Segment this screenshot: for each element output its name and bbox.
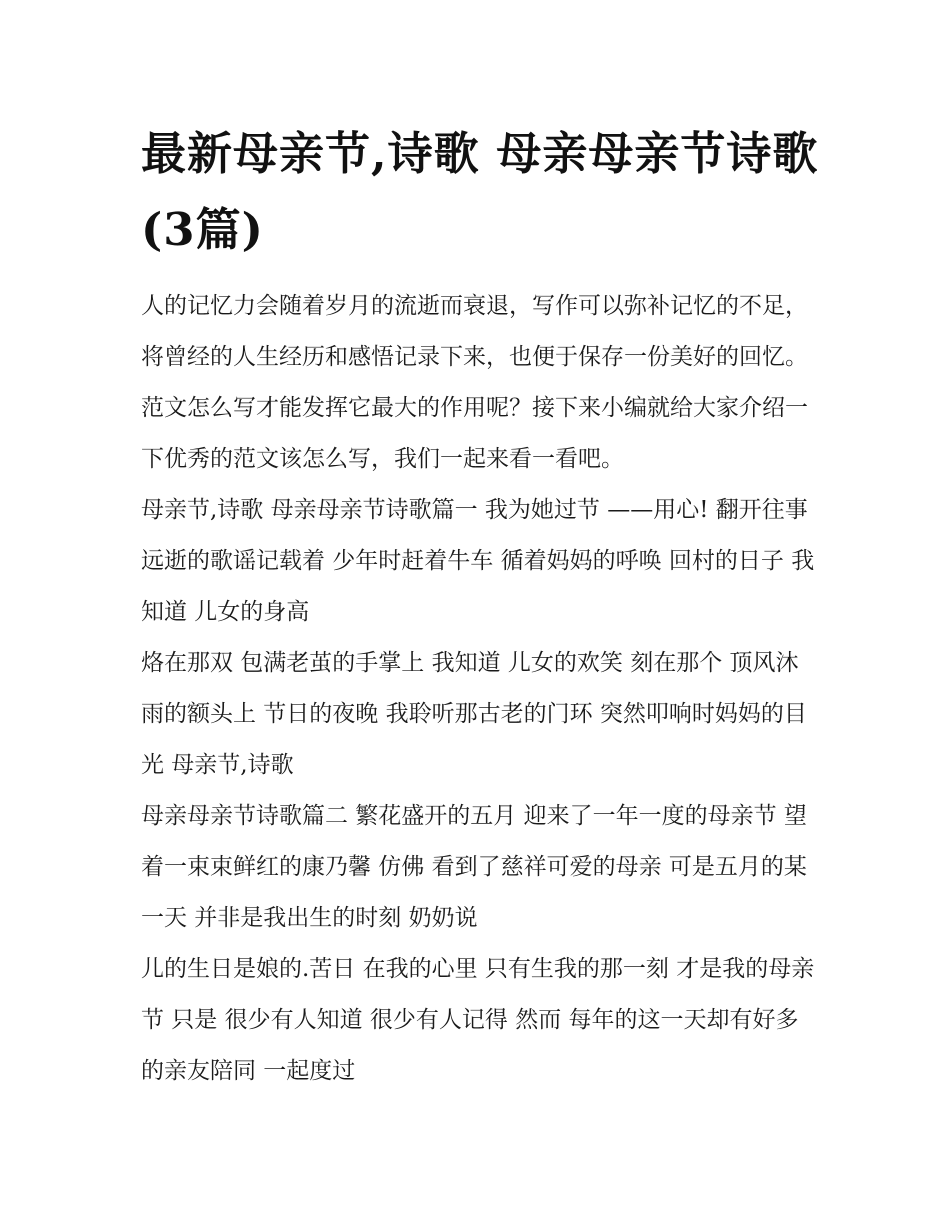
document-body	[141, 281, 817, 1097]
poem-two-continued-paragraph: 儿的生日是娘的.苦日 在我的心里 只有生我的那一刻 才是我的母亲节 只是 很少有人知道 很少有人记得 然而 每年的这一天却有好多的亲友陪同 一起度过	[141, 956, 815, 1084]
document-title: 最新母亲节,诗歌 母亲母亲节诗歌(3篇)	[141, 127, 819, 256]
poem-two-paragraph: 母亲母亲节诗歌篇二 繁花盛开的五月 迎来了一年一度的母亲节 望着一束束鲜红的康乃馨 仿佛 看到了慈祥可爱的母亲 可是五月的某一天 并非是我出生的时刻 奶奶说	[141, 803, 807, 931]
poem-one-paragraph: 母亲节,诗歌 母亲母亲节诗歌篇一 我为她过节 ——用心! 翻开往事 远逝的歌谣记载着 少年时赶着牛车 循着妈妈的呼唤 回村的日子 我知道 儿女的身高	[141, 497, 815, 625]
poem-one-continued-paragraph: 烙在那双 包满老茧的手掌上 我知道 儿女的欢笑 刻在那个 顶风沐雨的额头上 节日的夜晚 我聆听那古老的门环 突然叩响时妈妈的目光 母亲节,诗歌	[141, 650, 807, 778]
intro-paragraph: 人的记忆力会随着岁月的流逝而衰退，写作可以弥补记忆的不足，将曾经的人生经历和感悟记录下来，也便于保存一份美好的回忆。范文怎么写才能发挥它最大的作用呢？接下来小编就给大家介绍一下优秀的范文该怎么写，我们一起来看一看吧。	[141, 293, 808, 472]
